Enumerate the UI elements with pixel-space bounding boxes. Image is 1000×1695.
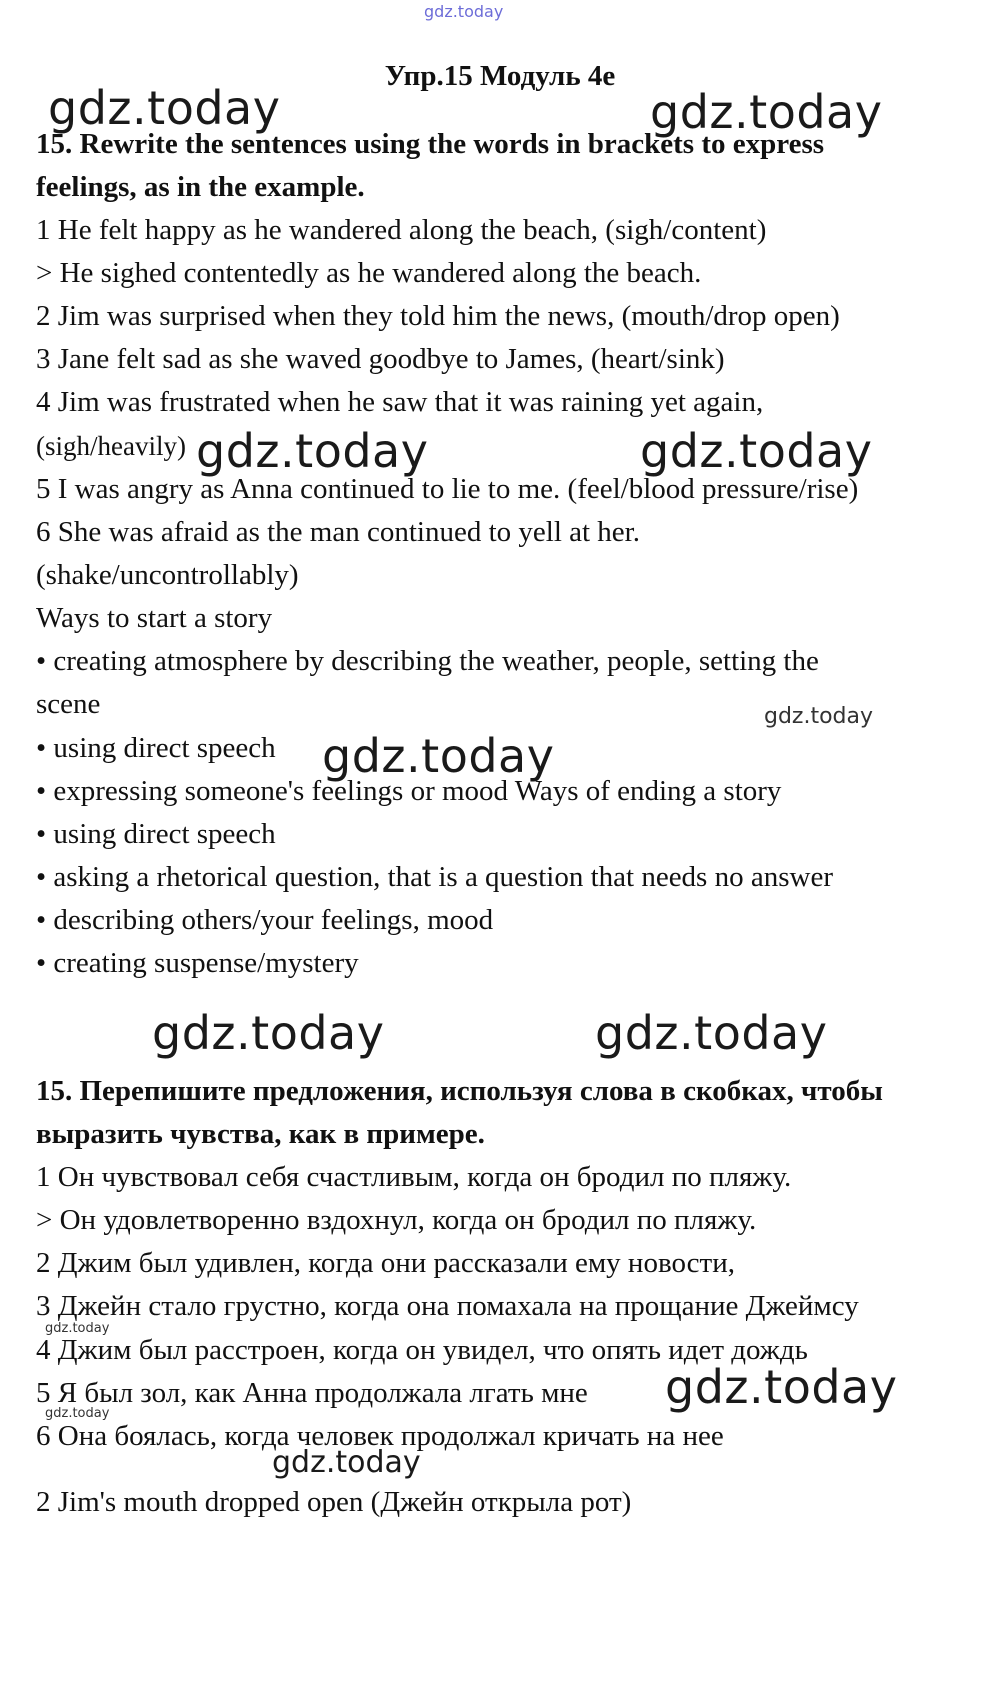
watermark: gdz.today bbox=[272, 1445, 421, 1480]
list-item: • expressing someone's feelings or mood Ways of ending a story bbox=[36, 775, 782, 807]
page-title: Упр.15 Модуль 4е bbox=[384, 60, 616, 92]
sentence-line-cont: (sigh/heavily) bbox=[36, 431, 186, 461]
watermark: gdz.today bbox=[595, 1006, 828, 1060]
watermark: gdz.today bbox=[196, 424, 429, 478]
example-answer-line: > He sighed contentedly as he wandered along the beach. bbox=[36, 257, 702, 289]
task-heading-en-cont: feelings, as in the example. bbox=[36, 171, 365, 203]
watermark: gdz.today bbox=[764, 704, 874, 729]
sentence-line-ru: 3 Джейн стало грустно, когда она помахала на прощание Джеймсу bbox=[36, 1290, 859, 1322]
sentence-line-ru: 6 Она боялась, когда человек продолжал кричать на нее bbox=[36, 1420, 724, 1452]
watermark: gdz.today bbox=[152, 1006, 385, 1060]
list-item: • describing others/your feelings, mood bbox=[36, 904, 494, 936]
sentence-line: 1 He felt happy as he wandered along the beach, (sigh/content) bbox=[36, 214, 767, 246]
list-item: • creating suspense/mystery bbox=[36, 947, 359, 979]
list-item: • using direct speech bbox=[36, 818, 276, 850]
watermark: gdz.today bbox=[45, 1321, 110, 1336]
watermark: gdz.today bbox=[322, 729, 555, 783]
task-heading-ru-cont: выразить чувства, как в примере. bbox=[36, 1118, 485, 1150]
watermark: gdz.today bbox=[640, 424, 873, 478]
watermark: gdz.today bbox=[45, 1406, 110, 1421]
sentence-line-ru: 1 Он чувствовал себя счастливым, когда он бродил по пляжу. bbox=[36, 1161, 792, 1193]
watermark-top: gdz.today bbox=[424, 2, 504, 21]
watermark: gdz.today bbox=[665, 1360, 898, 1414]
sentence-line: 3 Jane felt sad as she waved goodbye to James, (heart/sink) bbox=[36, 343, 725, 375]
task-heading-en: 15. Rewrite the sentences using the words in brackets to express bbox=[36, 128, 825, 160]
list-item: • asking a rhetorical question, that is a question that needs no answer bbox=[36, 861, 833, 893]
task-heading-ru: 15. Перепишите предложения, используя слова в скобках, чтобы bbox=[36, 1075, 883, 1107]
section-heading: Ways to start a story bbox=[36, 602, 273, 634]
sentence-line-ru: 5 Я был зол, как Анна продолжала лгать мне bbox=[36, 1377, 588, 1409]
sentence-line: 2 Jim was surprised when they told him the news, (mouth/drop open) bbox=[36, 300, 840, 332]
sentence-line: 5 I was angry as Anna continued to lie to me. (feel/blood pressure/rise) bbox=[36, 473, 859, 505]
watermark: gdz.today bbox=[650, 85, 883, 139]
sentence-line: 6 She was afraid as the man continued to yell at her. bbox=[36, 516, 640, 548]
sentence-line-ru: 2 Джим был удивлен, когда они рассказали ему новости, bbox=[36, 1247, 735, 1279]
watermark: gdz.today bbox=[48, 81, 281, 135]
list-item-cont: scene bbox=[36, 688, 101, 720]
sentence-line-ru: 4 Джим был расстроен, когда он увидел, что опять идет дождь bbox=[36, 1334, 808, 1366]
sentence-line-cont: (shake/uncontrollably) bbox=[36, 559, 299, 591]
sentence-line: 4 Jim was frustrated when he saw that it was raining yet again, bbox=[36, 386, 764, 418]
example-answer-line-ru: > Он удовлетворенно вздохнул, когда он бродил по пляжу. bbox=[36, 1204, 757, 1236]
list-item: • using direct speech bbox=[36, 732, 276, 764]
list-item: • creating atmosphere by describing the weather, people, setting the bbox=[36, 645, 819, 677]
answer-line: 2 Jim's mouth dropped open (Джейн открыла рот) bbox=[36, 1486, 632, 1518]
